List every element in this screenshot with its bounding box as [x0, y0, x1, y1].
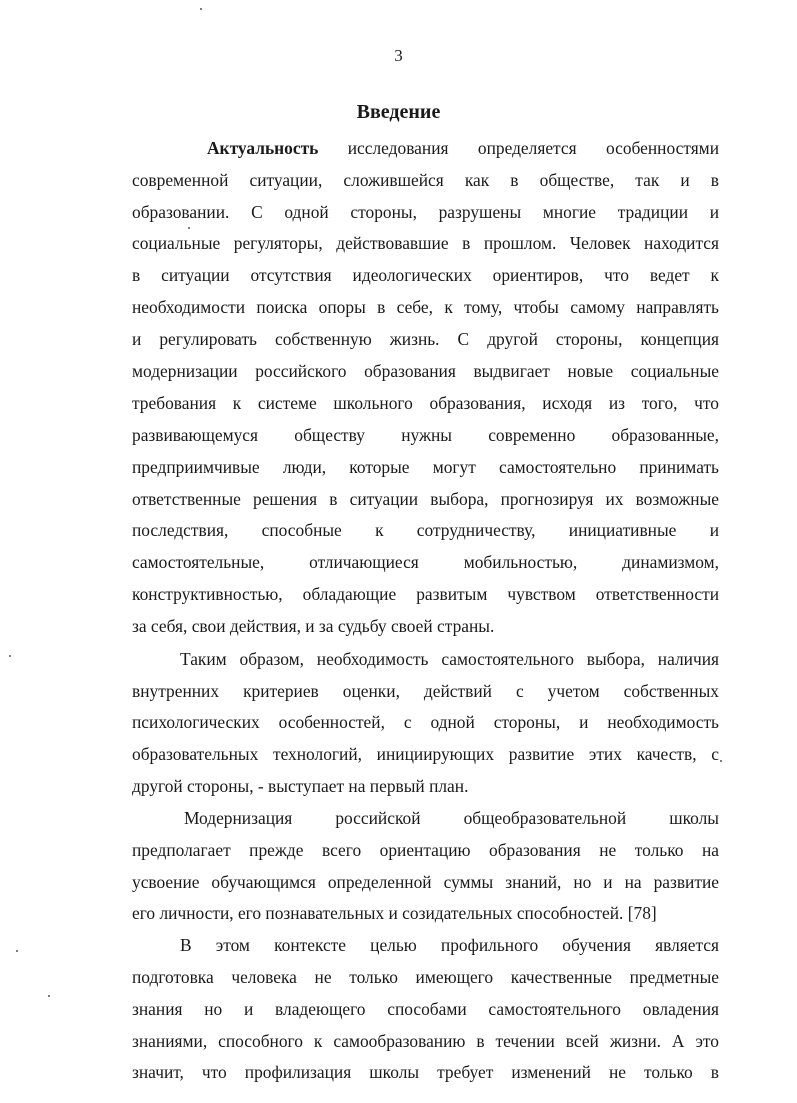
text-line: знаниями, способного к самообразованию в течении всей жизни. А это: [132, 1031, 719, 1051]
page-title: Введение: [356, 101, 441, 123]
text-line: последствия, способные к сотрудничеству, инициативные и: [132, 520, 719, 540]
lead-term: Актуальность: [207, 138, 319, 158]
text-fragment: исследования определяется особенностями: [318, 138, 719, 158]
text-line: другой стороны, - выступает на первый план.: [132, 776, 469, 796]
text-line: [207, 140, 719, 157]
text-line: за себя, свои действия, и за судьбу своей страны.: [132, 616, 495, 636]
text-line: усвоение обучающимся определенной суммы знаний, но и на развитие: [132, 872, 719, 892]
scan-speck: [188, 227, 190, 229]
text-line: психологических особенностей, с одной стороны, и необходимость: [132, 712, 719, 732]
text-line: самостоятельные, отличающиеся мобильностью, динамизмом,: [132, 552, 719, 572]
text-line: требования к системе школьного образования, исходя из того, что: [132, 393, 719, 413]
scan-speck: [9, 655, 11, 657]
text-line: образовании. С одной стороны, разрушены многие традиции и: [132, 202, 719, 222]
scan-speck: [720, 760, 722, 762]
scan-speck: [48, 995, 50, 997]
text-line: в ситуации отсутствия идеологических ориентиров, что ведет к: [132, 265, 719, 285]
text-line: знания но и владеющего способами самостоятельного овладения: [132, 999, 719, 1019]
text-line: Таким образом, необходимость самостоятельного выбора, наличия: [180, 649, 719, 669]
text-line: подготовка человека не только имеющего качественные предметные: [132, 967, 719, 987]
text-line: и регулировать собственную жизнь. С другой стороны, концепция: [132, 329, 719, 349]
text-line: образовательных технологий, инициирующих развитие этих качеств, с: [132, 744, 719, 764]
text-line: Модернизация российской общеобразовательной школы: [184, 808, 719, 828]
scan-speck: [200, 8, 202, 10]
text-line: значит, что профилизация школы требует изменений не только в: [132, 1062, 719, 1082]
text-line: необходимости поиска опоры в себе, к тому, чтобы самому направлять: [132, 297, 719, 317]
text-line: социальные регуляторы, действовавшие в прошлом. Человек находится: [132, 233, 719, 253]
text-line: его личности, его познавательных и созидательных способностей. [78]: [132, 903, 657, 923]
text-line: предполагает прежде всего ориентацию образования не только на: [132, 840, 719, 860]
scan-speck: [16, 950, 18, 952]
text-line: внутренних критериев оценки, действий с учетом собственных: [132, 681, 719, 701]
text-line: ответственные решения в ситуации выбора, прогнозируя их возможные: [132, 489, 719, 509]
text-line: современной ситуации, сложившейся как в обществе, так и в: [132, 170, 719, 190]
text-line: конструктивностью, обладающие развитым чувством ответственности: [132, 584, 719, 604]
text-line: модернизации российского образования выдвигает новые социальные: [132, 361, 719, 381]
page-number: 3: [394, 46, 403, 65]
text-line: предприимчивые люди, которые могут самостоятельно принимать: [132, 457, 719, 477]
text-line: развивающемуся обществу нужны современно образованные,: [132, 425, 719, 445]
text-line: В этом контексте целью профильного обучения является: [180, 935, 719, 955]
